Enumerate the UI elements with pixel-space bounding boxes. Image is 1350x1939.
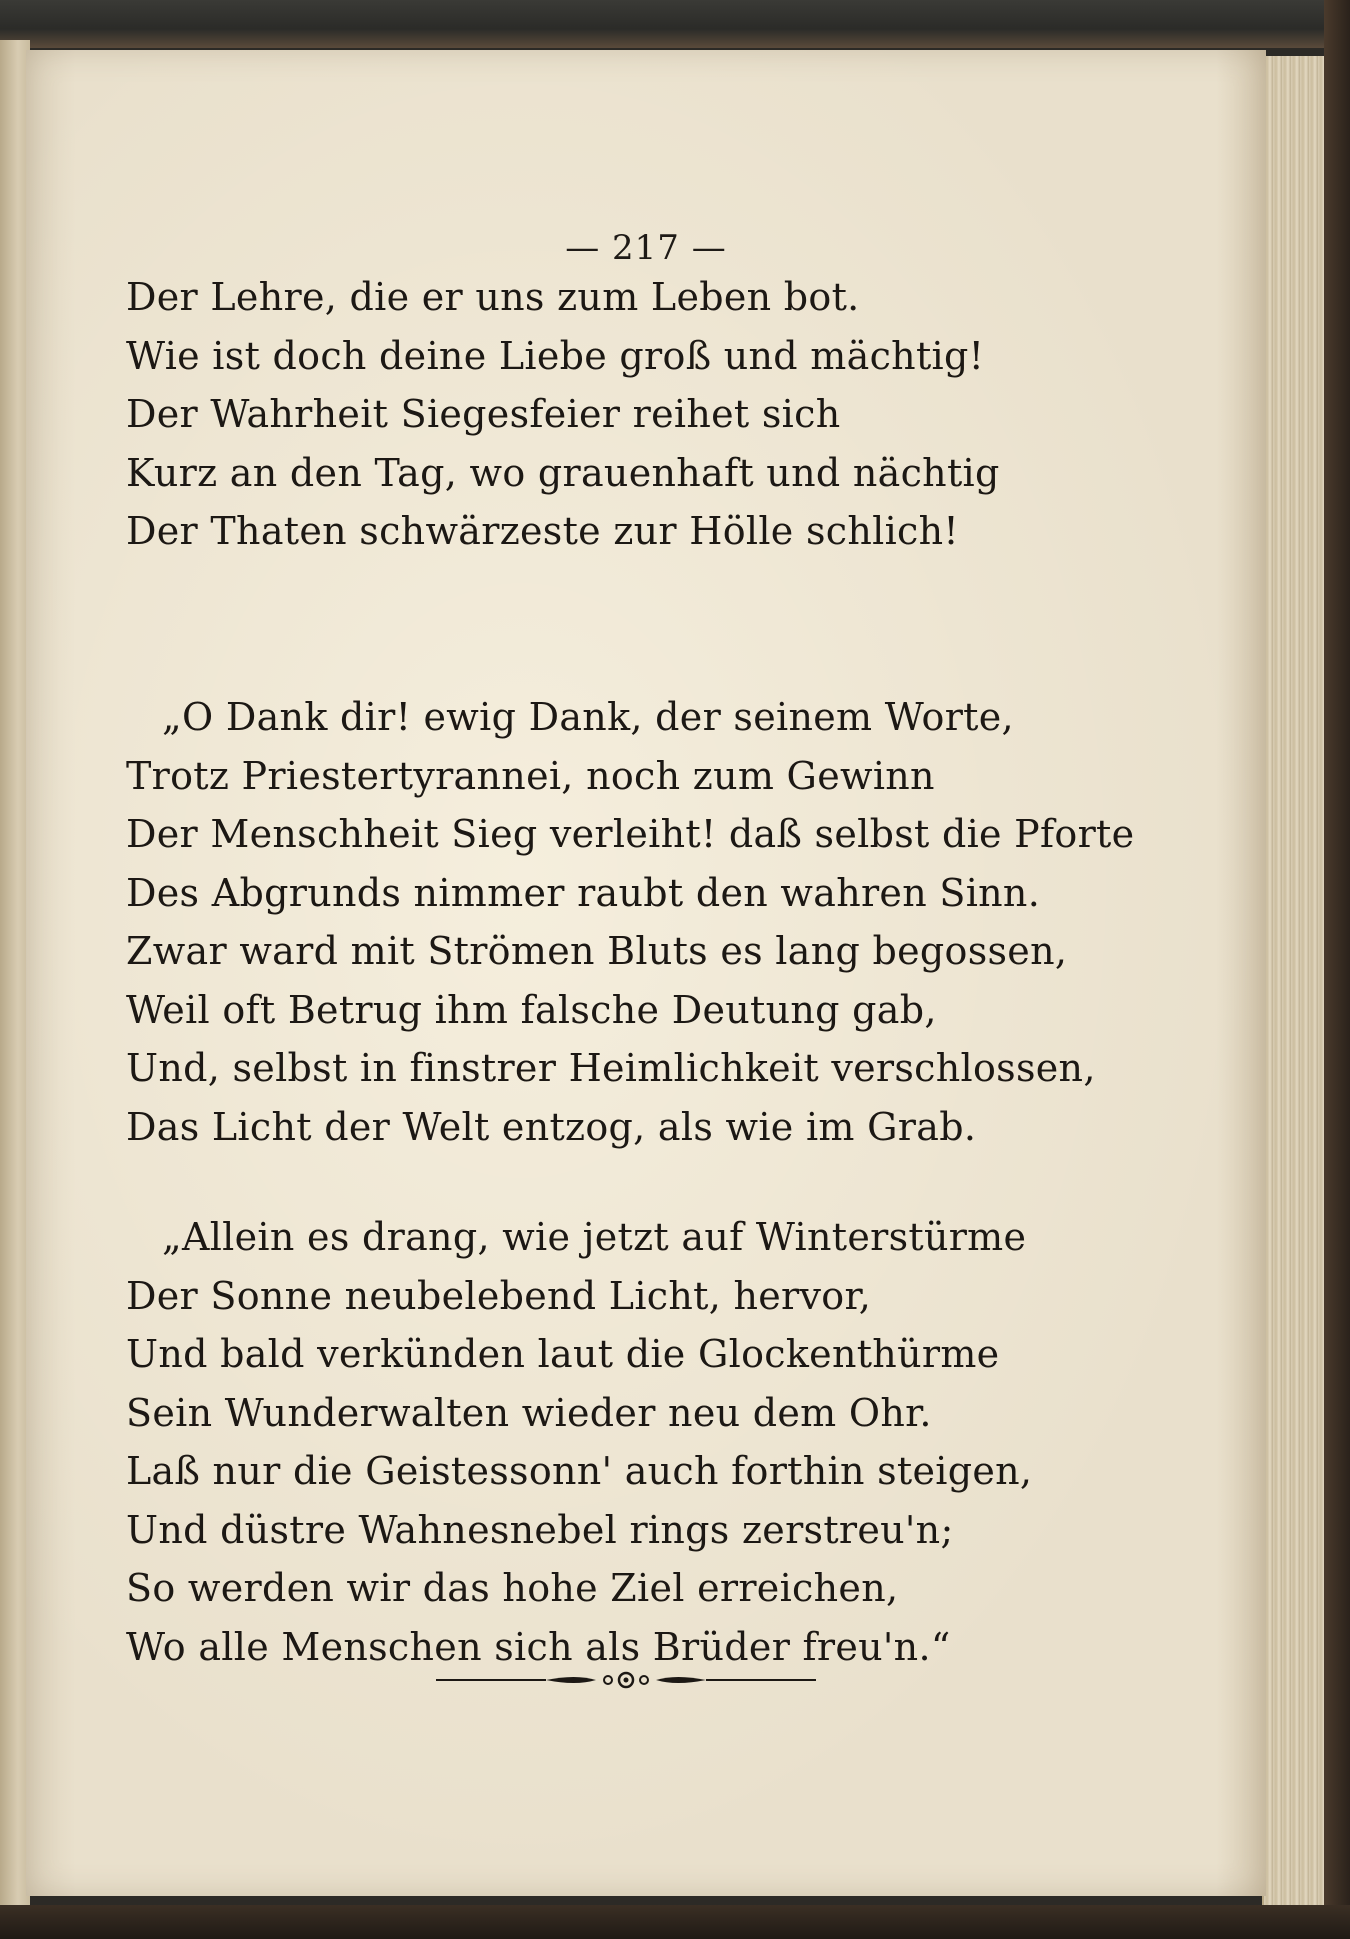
poem-line: Und, selbst in finstrer Heimlichkeit verschlossen, — [126, 1046, 1096, 1090]
poem-line: Der Sonne neubelebend Licht, hervor, — [126, 1273, 872, 1318]
poem-line: Und düstre Wahnesnebel rings zerstreu'n; — [126, 1507, 954, 1552]
poem-line: Wo alle Menschen sich als Brüder freu'n.“ — [126, 1624, 951, 1669]
poem-line: Weil oft Betrug ihm falsche Deutung gab, — [126, 987, 937, 1032]
poem-line: Zwar ward mit Strömen Bluts es lang begossen, — [126, 929, 1068, 973]
poem-line: Kurz an den Tag, wo grauenhaft und nächtig — [126, 450, 1000, 495]
page-stack-edge — [1262, 56, 1328, 1906]
poem-line: Der Wahrheit Siegesfeier reihet sich — [126, 392, 841, 436]
stanza-2 — [126, 688, 1206, 1156]
poem-line: Der Thaten schwärzeste zur Hölle schlich! — [126, 509, 959, 553]
book-cover-bottom — [0, 1905, 1350, 1939]
poem-line: Der Menschheit Sieg verleiht! daß selbst die Pforte — [126, 812, 1135, 856]
book-cover-top — [0, 0, 1350, 48]
poem-line: Und bald verkünden laut die Glockenthürme — [126, 1332, 1000, 1376]
page-number: — 217 — — [565, 228, 727, 268]
stanza-1 — [126, 268, 1206, 561]
stanza-3 — [126, 1208, 1206, 1676]
poem-line: Wie ist doch deine Liebe groß und mächtig! — [126, 333, 985, 378]
poem-line: „O Dank dir! ewig Dank, der seinem Worte, — [162, 695, 1014, 739]
poem-line: Laß nur die Geistessonn' auch forthin steigen, — [126, 1449, 1033, 1493]
poem-line: Des Abgrunds nimmer raubt den wahren Sinn. — [126, 870, 1041, 915]
poem-line: „Allein es drang, wie jetzt auf Winterstürme — [162, 1215, 1027, 1259]
poem-line: Der Lehre, die er uns zum Leben bot. — [126, 275, 860, 319]
poem-line: Das Licht der Welt entzog, als wie im Grab. — [126, 1104, 977, 1149]
poem-line: Trotz Priestertyrannei, noch zum Gewinn — [126, 753, 935, 798]
poem-line: Sein Wunderwalten wieder neu dem Ohr. — [126, 1390, 932, 1435]
poem-line: So werden wir das hohe Ziel erreichen, — [126, 1566, 899, 1610]
tailpiece-ornament — [436, 1668, 816, 1692]
book-page — [26, 50, 1266, 1896]
book-cover-right — [1324, 0, 1350, 1939]
